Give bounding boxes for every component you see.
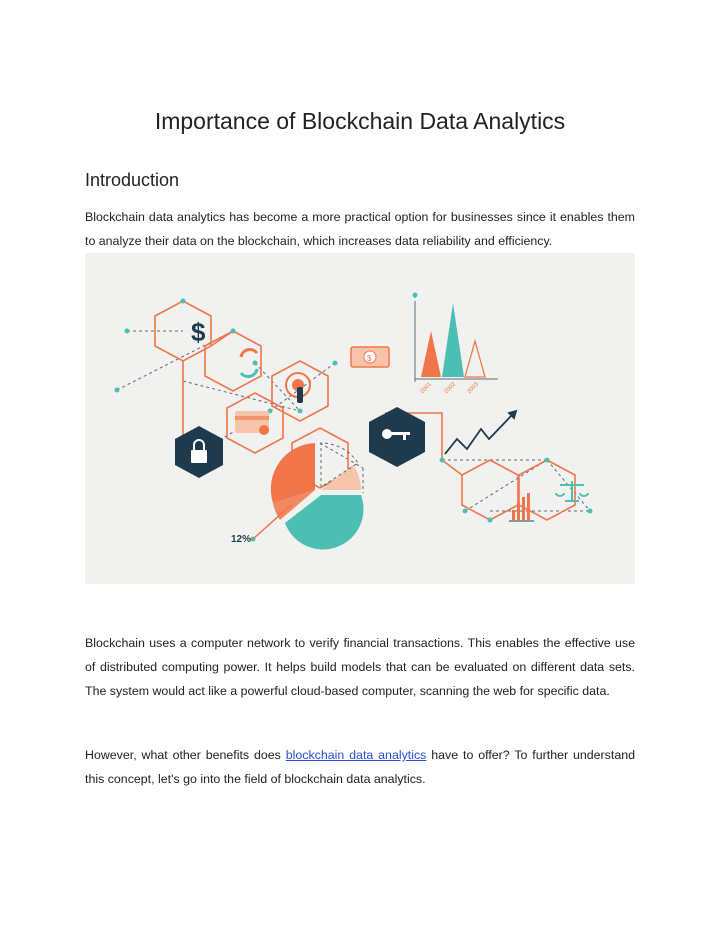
blockchain-data-analytics-link[interactable]: blockchain data analytics [285, 748, 427, 762]
percent-label: 12% [231, 534, 252, 545]
chart-label-2001: 2001 [419, 381, 434, 396]
dollar-icon: $ [191, 317, 206, 347]
chart-label-2003: 2003 [466, 381, 481, 396]
paragraph-blockchain-network: Blockchain uses a computer network to verify financial transactions. This enables the effective use of distributed computing power. It helps build models that can be evaluated on different data sets. The system would act like a powerful cloud-based computer, scanning the web for specific data. [85, 636, 635, 698]
triangle-chart-icon [415, 303, 498, 395]
section-heading-introduction: Introduction [85, 170, 180, 190]
chart-label-2002: 2002 [443, 381, 458, 396]
paragraph-benefits-lead: However, what other benefits does [85, 748, 286, 762]
paragraph-intro: Blockchain data analytics has become a more practical option for businesses since it enables them to analyze their data on the blockchain, which increases data reliability and efficiency. [85, 210, 635, 248]
orange-hex-network [155, 301, 575, 520]
paragraph-benefits-tail: have to offer? To further understand this concept, let's go into the field of blockchain data analytics. [85, 748, 635, 786]
credit-card-icon [235, 411, 269, 435]
blockchain-illustration [85, 253, 635, 584]
touch-icon [286, 373, 310, 403]
svg-text:$: $ [367, 354, 372, 363]
trend-up-icon [445, 411, 516, 454]
money-bill-icon [351, 347, 389, 367]
page-title: Importance of Blockchain Data Analytics [154, 108, 566, 134]
scales-icon [556, 481, 588, 501]
paragraph-benefits [85, 743, 635, 791]
key-icon [369, 407, 425, 467]
